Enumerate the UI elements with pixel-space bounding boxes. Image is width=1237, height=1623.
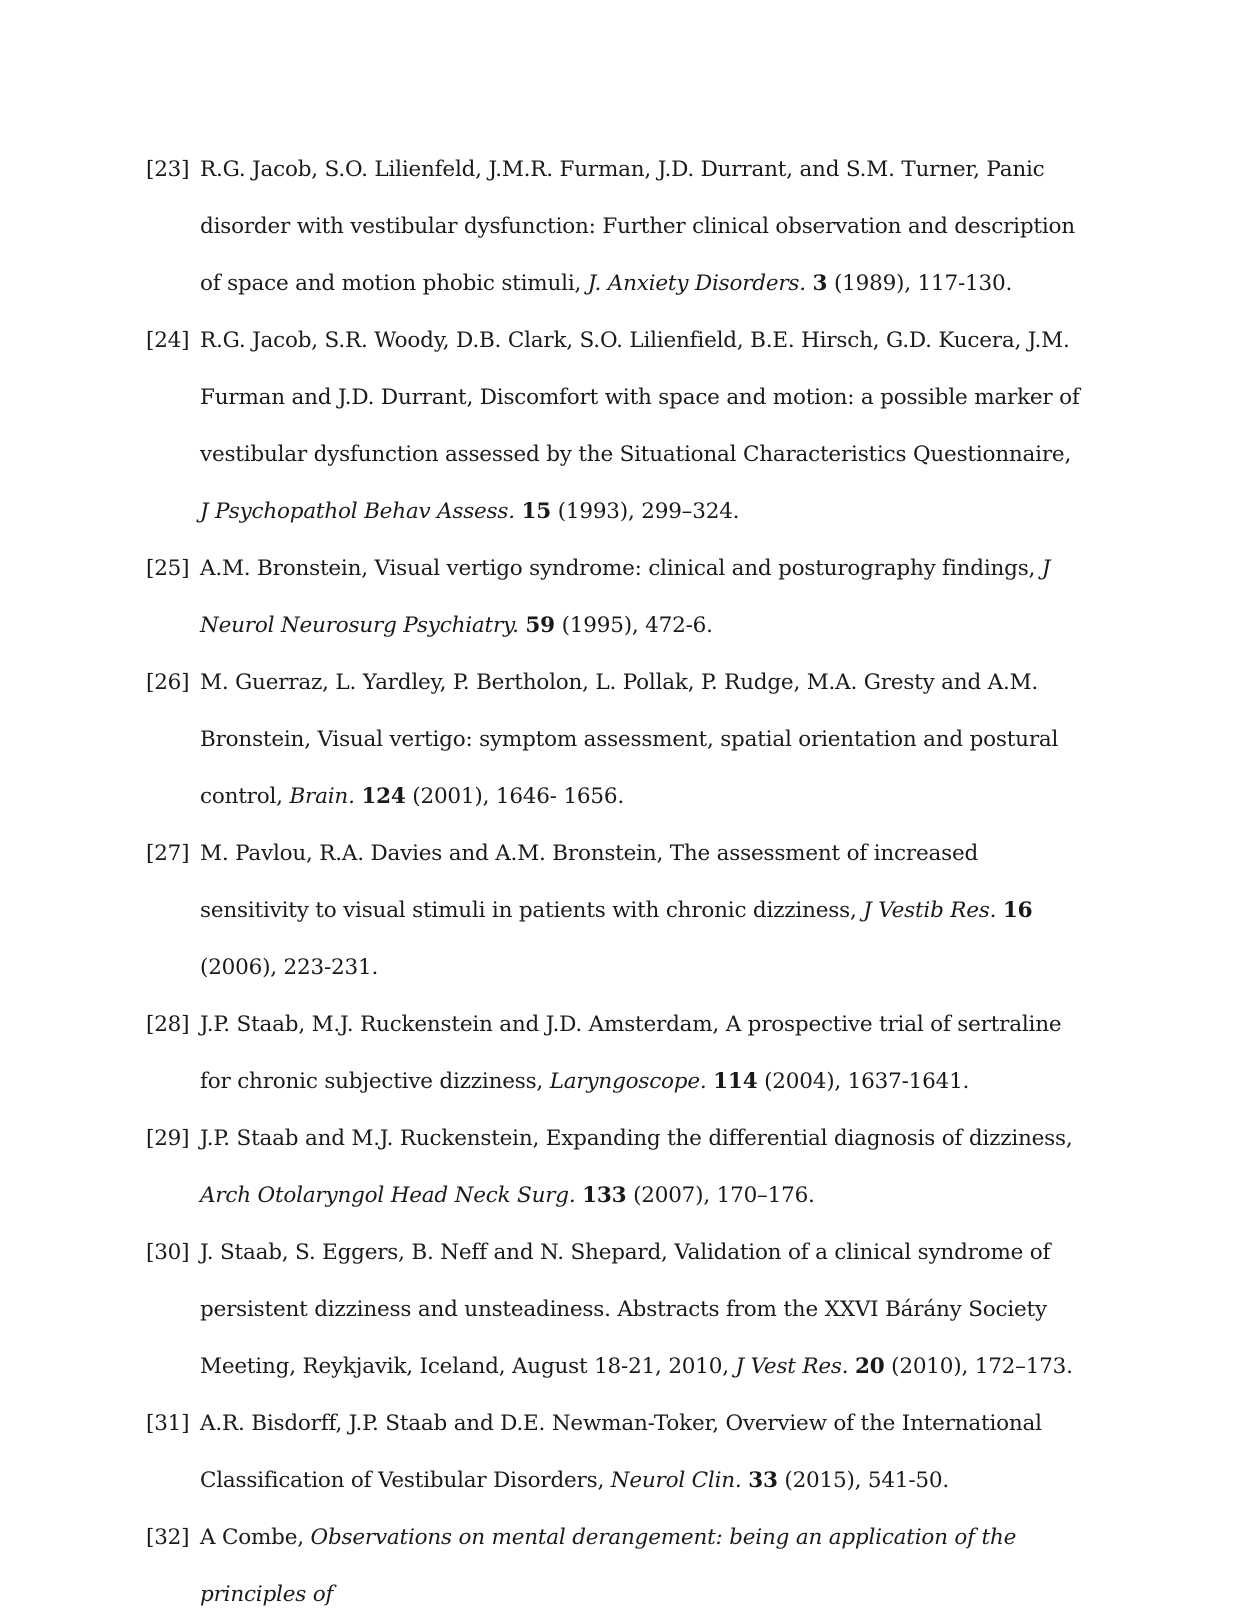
reference-authors-title: A.R. Bisdorff, J.P. Staab and D.E. Newman-Toker, Overview of the International Classification of Vestibular Disorders, bbox=[200, 1411, 1042, 1493]
reference-year-pages: (2006), 223-231. bbox=[200, 955, 379, 980]
reference-authors-title: J. Staab, S. Eggers, B. Neff and N. Shepard, Validation of a clinical syndrome of persistent dizziness and unsteadiness. Abstracts from the XXVI Bárány Society Meeting, Reykjavik, Iceland, August 18-21, 2010, bbox=[200, 1240, 1051, 1379]
reference-authors-title: A.M. Bronstein, Visual vertigo syndrome: clinical and posturography findings, bbox=[200, 556, 1036, 581]
reference-number: [25] bbox=[146, 556, 190, 581]
reference-year-pages: (2007), 170–176. bbox=[633, 1183, 815, 1208]
reference-entry bbox=[146, 654, 1086, 825]
reference-entry bbox=[146, 996, 1086, 1110]
reference-journal: J Vest Res. bbox=[735, 1354, 849, 1379]
reference-entry bbox=[146, 1224, 1086, 1395]
reference-entry bbox=[146, 1509, 1086, 1623]
reference-year-pages: (2004), 1637-1641. bbox=[764, 1069, 970, 1094]
reference-authors-title: R.G. Jacob, S.R. Woody, D.B. Clark, S.O. Lilienfield, B.E. Hirsch, G.D. Kucera, J.M. Furman and J.D. Durrant, Discomfort with space and motion: a possible marker of vestibular dysfunction assessed by the Situational Characteristics Questionnaire, bbox=[200, 328, 1080, 467]
reference-volume: 59 bbox=[525, 613, 555, 638]
reference-entry bbox=[146, 141, 1086, 312]
reference-volume: 133 bbox=[582, 1183, 627, 1208]
reference-authors-title: A Combe, bbox=[200, 1525, 304, 1550]
reference-journal: Brain. bbox=[289, 784, 355, 809]
reference-authors-title: M. Guerraz, L. Yardley, P. Bertholon, L. Pollak, P. Rudge, M.A. Gresty and A.M. Bronstein, Visual vertigo: symptom assessment, spatial orientation and postural control, bbox=[200, 670, 1059, 809]
reference-number: [32] bbox=[146, 1525, 190, 1550]
reference-year-pages: (2015), 541-50. bbox=[784, 1468, 950, 1493]
reference-journal: Arch Otolaryngol Head Neck Surg. bbox=[200, 1183, 576, 1208]
reference-volume: 16 bbox=[1002, 898, 1033, 923]
reference-year-pages: (2001), 1646- 1656. bbox=[412, 784, 625, 809]
reference-journal: Neurol Clin. bbox=[610, 1468, 742, 1493]
reference-authors-title: J.P. Staab and M.J. Ruckenstein, Expanding the differential diagnosis of dizziness, bbox=[200, 1126, 1073, 1151]
reference-entry bbox=[146, 825, 1086, 996]
reference-journal: J Psychopathol Behav Assess. bbox=[200, 499, 515, 524]
reference-list bbox=[146, 141, 1086, 1623]
reference-entry bbox=[146, 540, 1086, 654]
reference-entry bbox=[146, 1110, 1086, 1224]
reference-year-pages: (2010), 172–173. bbox=[891, 1354, 1073, 1379]
reference-number: [26] bbox=[146, 670, 190, 695]
reference-number: [23] bbox=[146, 157, 190, 182]
reference-volume: 15 bbox=[521, 499, 552, 524]
reference-journal: J Vestib Res. bbox=[863, 898, 997, 923]
reference-number: [31] bbox=[146, 1411, 190, 1436]
reference-authors-title: R.G. Jacob, S.O. Lilienfeld, J.M.R. Furman, J.D. Durrant, and S.M. Turner, Panic disorder with vestibular dysfunction: Further clinical observation and description of space and motion phobic stimuli, bbox=[200, 157, 1075, 296]
reference-year-pages: (1989), 117-130. bbox=[833, 271, 1013, 296]
reference-number: [28] bbox=[146, 1012, 190, 1037]
reference-volume: 3 bbox=[812, 271, 828, 296]
reference-journal: Laryngoscope. bbox=[549, 1069, 707, 1094]
reference-volume: 114 bbox=[713, 1069, 758, 1094]
reference-entry bbox=[146, 312, 1086, 540]
reference-journal: J. Anxiety Disorders. bbox=[587, 271, 806, 296]
reference-journal: J Neurol Neurosurg Psychiatry. bbox=[200, 556, 1051, 638]
reference-number: [29] bbox=[146, 1126, 190, 1151]
reference-authors-title: J.P. Staab, M.J. Ruckenstein and J.D. Amsterdam, A prospective trial of sertraline for chronic subjective dizziness, bbox=[200, 1012, 1062, 1094]
reference-volume: 33 bbox=[748, 1468, 778, 1493]
reference-year-pages: (1993), 299–324. bbox=[557, 499, 740, 524]
reference-volume: 20 bbox=[854, 1354, 885, 1379]
reference-number: [27] bbox=[146, 841, 190, 866]
reference-authors-title: M. Pavlou, R.A. Davies and A.M. Bronstein, The assessment of increased sensitivity to visual stimuli in patients with chronic dizziness, bbox=[200, 841, 979, 923]
reference-book-title: Observations on mental derangement: being an application of the principles of bbox=[200, 1525, 1017, 1607]
reference-number: [24] bbox=[146, 328, 190, 353]
reference-entry bbox=[146, 1395, 1086, 1509]
reference-number: [30] bbox=[146, 1240, 190, 1265]
reference-year-pages: (1995), 472-6. bbox=[561, 613, 713, 638]
reference-volume: 124 bbox=[361, 784, 406, 809]
